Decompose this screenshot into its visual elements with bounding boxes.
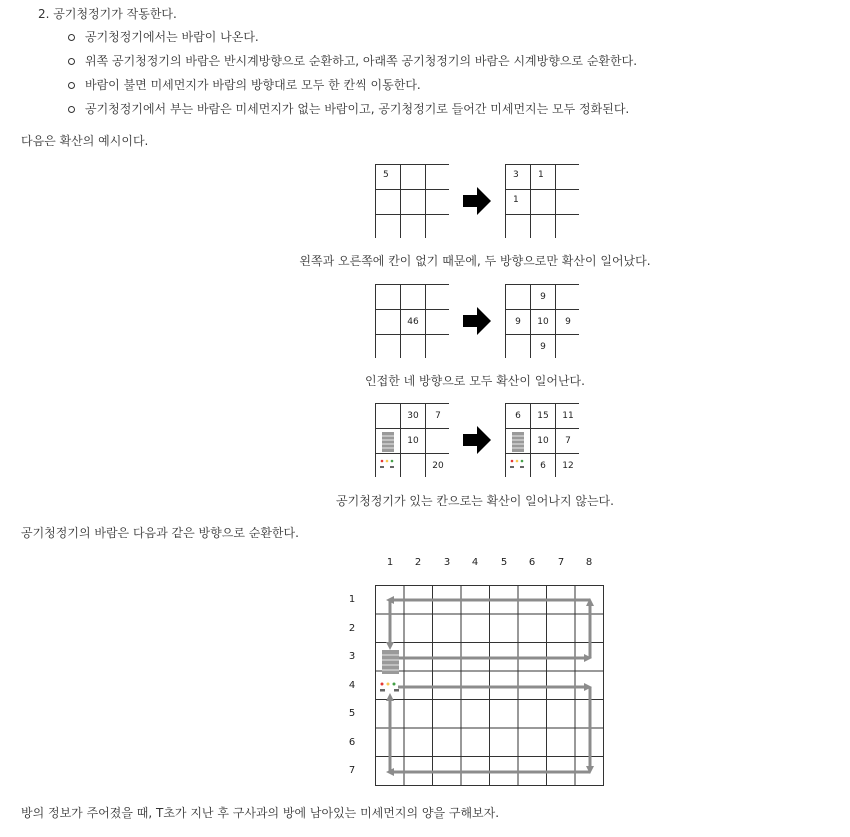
grid-cell: 6 bbox=[531, 454, 555, 478]
row-label: 1 bbox=[348, 594, 356, 605]
grid-cell bbox=[556, 285, 580, 309]
col-label: 3 bbox=[443, 557, 451, 568]
grid-cell: 1 bbox=[531, 165, 555, 189]
col-label: 7 bbox=[557, 557, 565, 568]
grid-cell bbox=[426, 285, 450, 309]
bullet-icon bbox=[68, 106, 75, 113]
list-item: 위쪽 공기청정기의 바람은 반시계방향으로 순환하고, 아래쪽 공기청정기의 바람은 시계방향으로 순환한다. bbox=[85, 54, 638, 68]
grid-cell: 46 bbox=[401, 310, 425, 334]
grid-cell bbox=[376, 215, 400, 239]
list-item: 공기청정기에서는 바람이 나온다. bbox=[85, 30, 259, 44]
bullet-icon bbox=[68, 58, 75, 65]
grid-cell: 15 bbox=[531, 404, 555, 428]
grid-cell: 5 bbox=[376, 165, 400, 189]
grid-cell bbox=[426, 165, 450, 189]
col-label: 2 bbox=[414, 557, 422, 568]
grid-cell: 11 bbox=[556, 404, 580, 428]
grid-cell: 1 bbox=[506, 190, 530, 214]
example-3-caption: 공기청정기가 있는 칸으로는 확산이 일어나지 않는다. bbox=[336, 494, 614, 508]
grid-cell: 9 bbox=[556, 310, 580, 334]
grid-cell bbox=[506, 215, 530, 239]
grid-cell: 6 bbox=[506, 404, 530, 428]
col-label: 8 bbox=[585, 557, 593, 568]
grid-cell: 30 bbox=[401, 404, 425, 428]
row-label: 3 bbox=[348, 651, 356, 662]
grid-cell bbox=[376, 335, 400, 359]
grid-cell bbox=[426, 335, 450, 359]
rule-item: 2. 공기청정기가 작동한다. bbox=[38, 7, 177, 21]
grid-cell: 10 bbox=[531, 429, 555, 453]
list-item: 공기청정기에서 부는 바람은 미세먼지가 없는 바람이고, 공기청정기로 들어간 미세먼지는 모두 정화된다. bbox=[85, 102, 630, 116]
grid-cell bbox=[401, 215, 425, 239]
example-1-after-grid bbox=[505, 164, 579, 238]
grid-cell: 10 bbox=[401, 429, 425, 453]
grid-cell: 3 bbox=[506, 165, 530, 189]
grid-cell: 7 bbox=[426, 404, 450, 428]
col-label: 6 bbox=[528, 557, 536, 568]
list-item: 바람이 불면 미세먼지가 바람의 방향대로 모두 한 칸씩 이동한다. bbox=[85, 78, 421, 92]
grid-cell bbox=[531, 190, 555, 214]
grid-cell bbox=[556, 335, 580, 359]
example-intro: 다음은 확산의 예시이다. bbox=[21, 134, 149, 148]
example-1-before-grid bbox=[375, 164, 449, 238]
grid-cell bbox=[506, 285, 530, 309]
row-label: 4 bbox=[348, 680, 356, 691]
grid-cell bbox=[426, 429, 450, 453]
grid-cell: 20 bbox=[426, 454, 450, 478]
grid-cell bbox=[401, 165, 425, 189]
example-2-caption: 인접한 네 방향으로 모두 확산이 일어난다. bbox=[365, 374, 585, 388]
grid-cell bbox=[401, 335, 425, 359]
example-1-caption: 왼쪽과 오른쪽에 칸이 없기 때문에, 두 방향으로만 확산이 일어났다. bbox=[299, 254, 651, 268]
col-label: 4 bbox=[471, 557, 479, 568]
grid-cell bbox=[376, 285, 400, 309]
example-2-before-grid bbox=[375, 284, 449, 358]
grid-cell bbox=[426, 310, 450, 334]
row-label: 6 bbox=[348, 737, 356, 748]
air-purifier-icon bbox=[377, 430, 399, 474]
grid-cell bbox=[401, 454, 425, 478]
grid-cell bbox=[401, 285, 425, 309]
grid-cell: 10 bbox=[531, 310, 555, 334]
bullet-icon bbox=[68, 82, 75, 89]
right-arrow-icon bbox=[463, 426, 491, 454]
grid-cell bbox=[376, 310, 400, 334]
air-purifier-icon bbox=[380, 650, 399, 692]
right-arrow-icon bbox=[463, 187, 491, 215]
grid-cell: 9 bbox=[531, 285, 555, 309]
grid-cell bbox=[426, 215, 450, 239]
grid-cell bbox=[426, 190, 450, 214]
grid-cell bbox=[556, 190, 580, 214]
right-arrow-icon bbox=[463, 307, 491, 335]
circulation-diagram bbox=[370, 580, 610, 792]
col-label: 1 bbox=[386, 557, 394, 568]
grid-cell bbox=[556, 165, 580, 189]
col-label: 5 bbox=[500, 557, 508, 568]
bullet-icon bbox=[68, 34, 75, 41]
row-label: 2 bbox=[348, 623, 356, 634]
grid-cell: 12 bbox=[556, 454, 580, 478]
grid-cell bbox=[556, 215, 580, 239]
example-2-after-grid bbox=[505, 284, 579, 358]
grid-cell bbox=[401, 190, 425, 214]
grid-cell: 9 bbox=[506, 310, 530, 334]
grid-cell bbox=[376, 404, 400, 428]
grid-cell: 7 bbox=[556, 429, 580, 453]
air-purifier-icon bbox=[507, 430, 529, 474]
grid-cell bbox=[531, 215, 555, 239]
grid-cell bbox=[376, 190, 400, 214]
row-label: 7 bbox=[348, 765, 356, 776]
final-text: 방의 정보가 주어졌을 때, T초가 지난 후 구사과의 방에 남아있는 미세먼지의 양을 구해보자. bbox=[21, 806, 500, 820]
grid-cell bbox=[506, 335, 530, 359]
row-label: 5 bbox=[348, 708, 356, 719]
circulation-intro: 공기청정기의 바람은 다음과 같은 방향으로 순환한다. bbox=[21, 526, 299, 540]
grid-cell: 9 bbox=[531, 335, 555, 359]
